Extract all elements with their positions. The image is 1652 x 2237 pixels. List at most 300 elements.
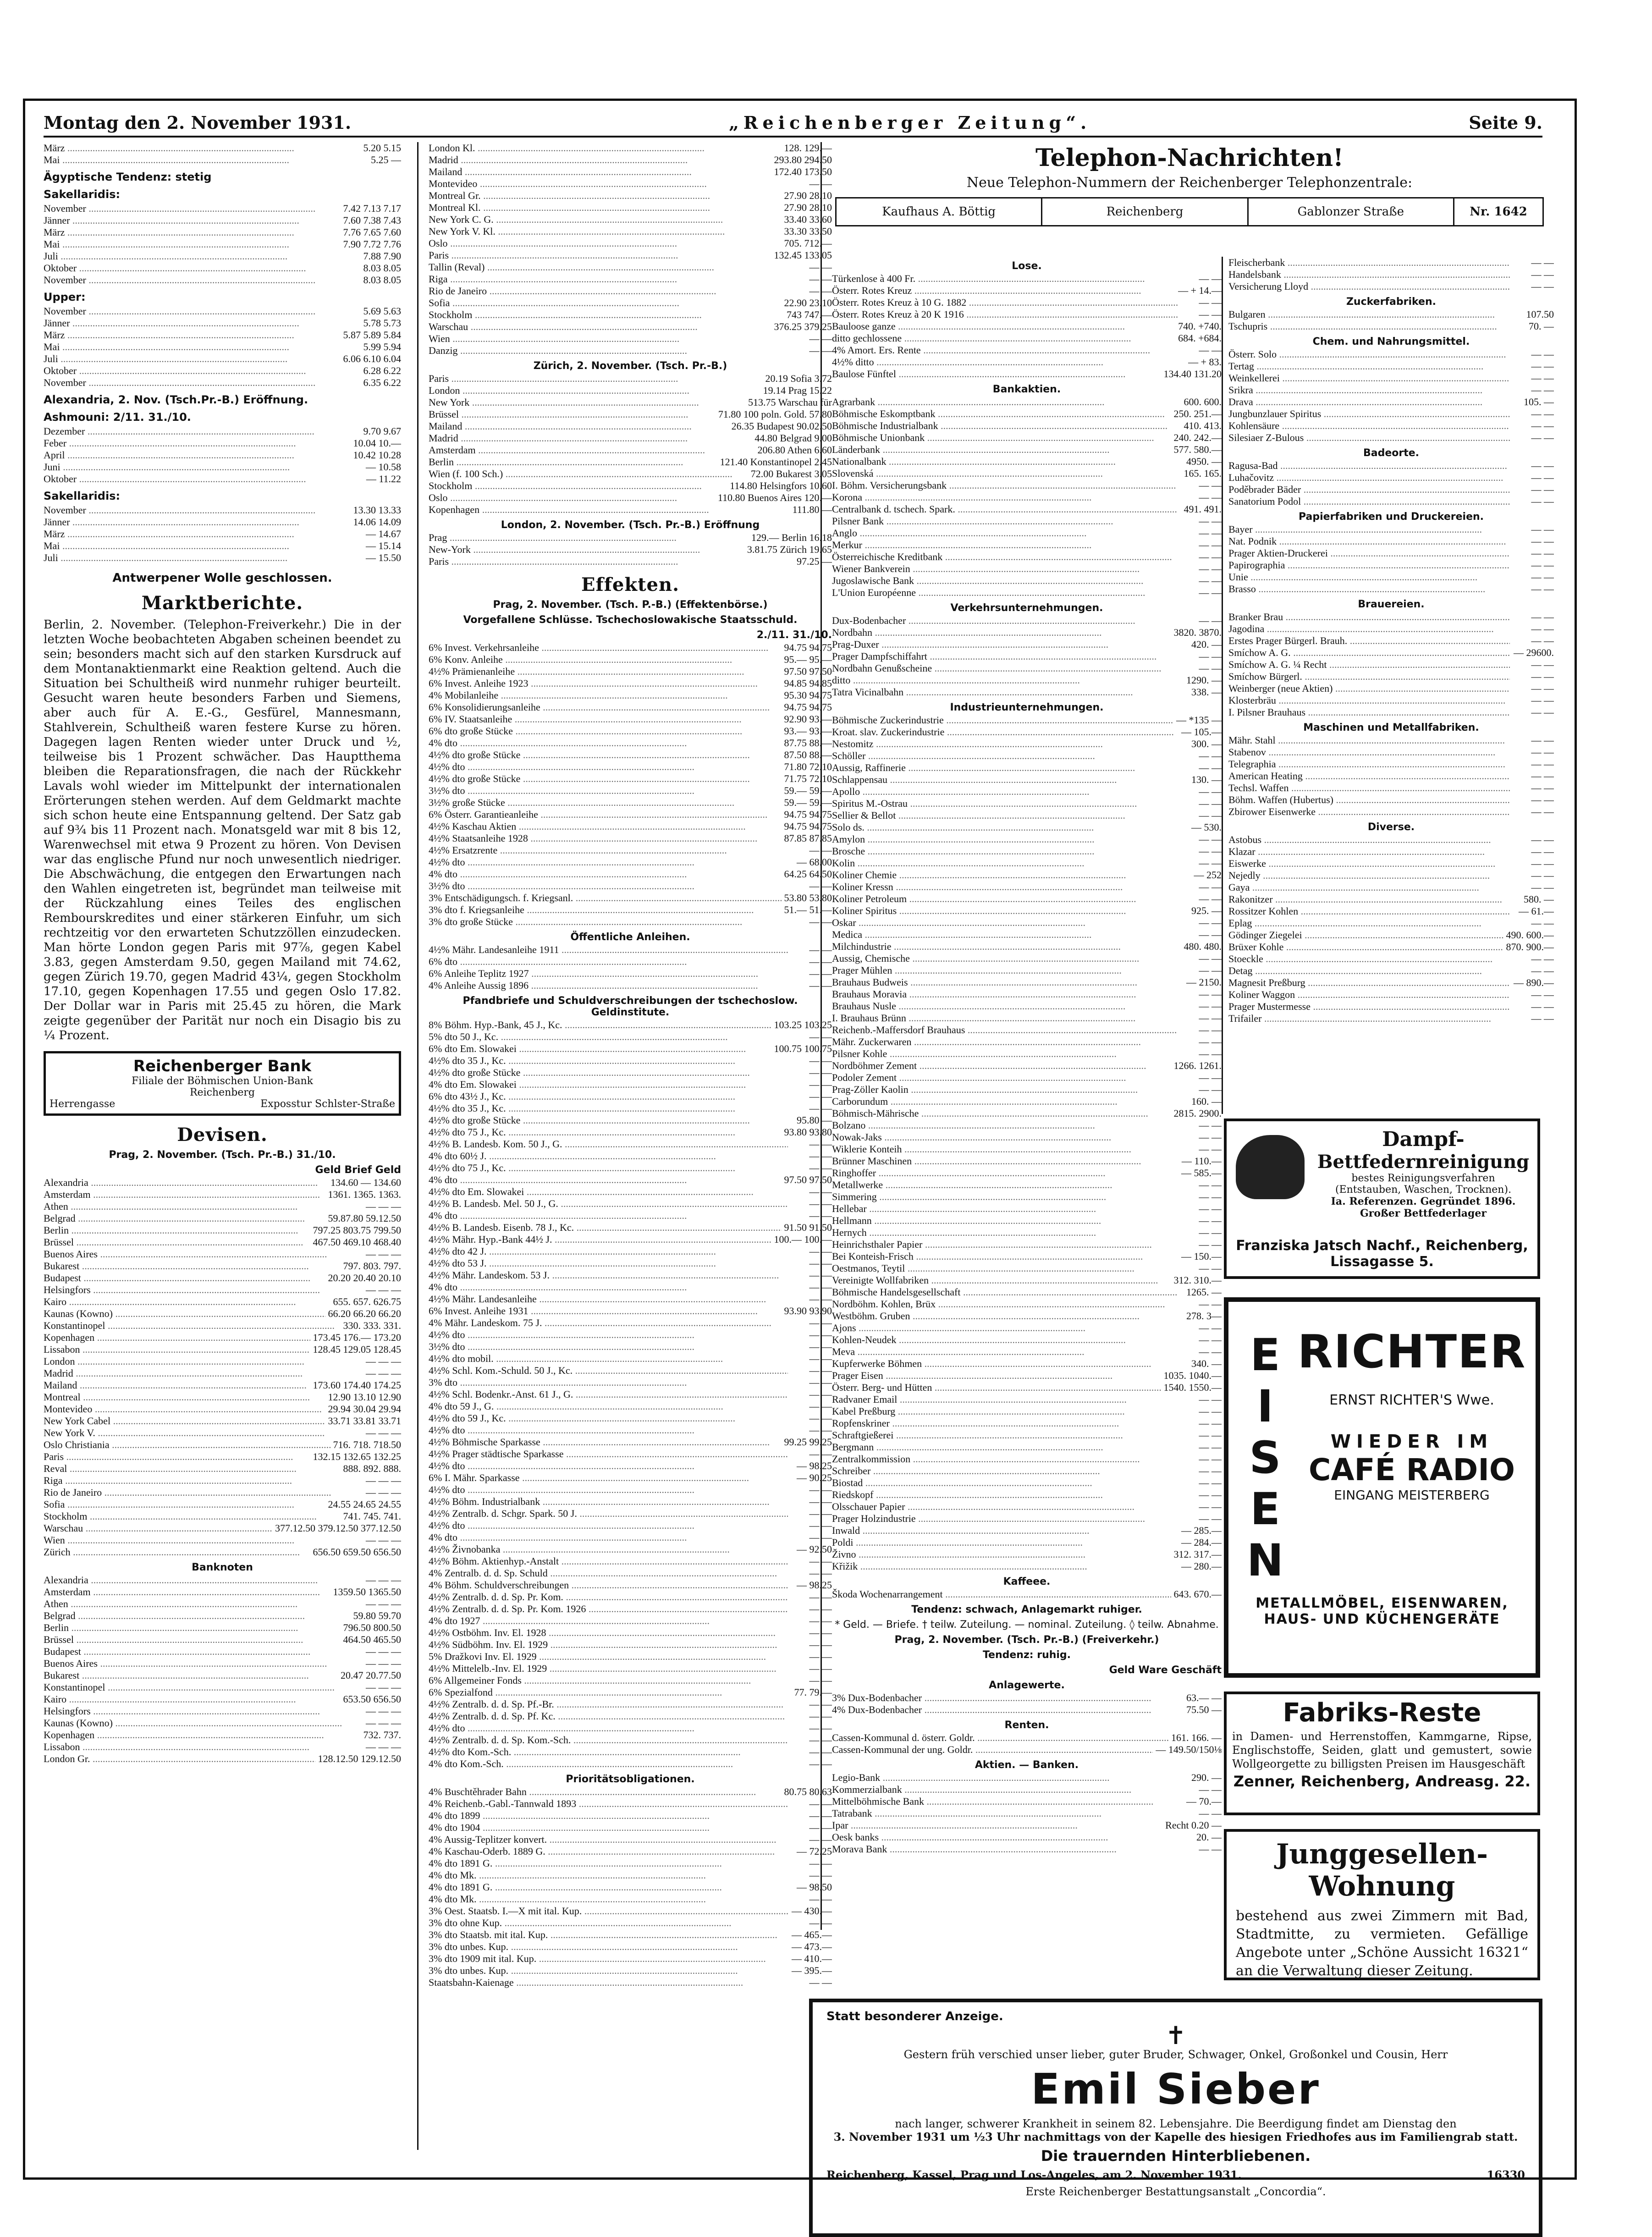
quote-name: Stabenov ..... [1228,746,1510,758]
quote-name: 4½% dto mobil. ..... [429,1353,788,1365]
quote-name: 4½% dto große Stücke ..... [429,773,782,785]
quote-row [832,929,1222,941]
bank-ad-sub1: Filiale der Böhmischen Union-Bank [132,1075,313,1087]
quote-row [1228,905,1554,917]
quote-row [429,1722,832,1734]
quote-row [832,1525,1222,1537]
tendenz: Tendenz: schwach, Anlagemarkt ruhiger. [911,1604,1142,1615]
section-head: Sakellaridis: [44,188,121,201]
quote-row [44,1658,401,1669]
quote-row [832,1692,1222,1704]
quote-name: Oslo Christiania ..... [44,1439,330,1451]
quote-values: — — [1531,623,1554,634]
quote-values: 7.76 7.65 7.60 [343,226,401,238]
quote-values: — — [1199,273,1222,284]
quote-values: — — [809,1532,832,1543]
quote-row [44,1201,401,1212]
quote-values: — — [1199,1036,1222,1047]
quote-values: 1290. — [1186,674,1222,686]
quote-row [44,449,401,461]
quote-name: Jänner ..... [44,317,357,329]
quote-row [429,1317,832,1329]
quote-values: — — — [366,1717,401,1729]
quote-row [1228,309,1554,320]
quote-row [429,1329,832,1341]
quote-name: Baulose Fünftel ..... [832,368,1161,380]
quote-list [832,273,1222,380]
quote-values: 77. 79.— [794,1686,832,1698]
quote-row [429,273,832,285]
quote-row [832,845,1222,857]
quote-row [44,1598,401,1610]
market-reports-title: Marktberichte. [141,592,303,614]
quote-values: — 98.25 [797,1579,832,1591]
quote-values: — — [1531,460,1554,471]
quote-values: — — [1531,384,1554,396]
quote-values: — 280.— [1181,1560,1222,1572]
quote-name: 6% IV. Staatsanleihe ..... [429,713,782,725]
quote-row [1228,694,1554,706]
quote-name: 3½% dto ..... [429,785,782,797]
quote-row [429,1822,832,1834]
telephone-table [835,197,1544,226]
quote-name: Meva ..... [832,1346,1178,1358]
prag-head: Prag, 2. November. (Tsch. Pr.-B.) (Freiverkehr.) [894,1634,1159,1646]
richter-foot2: HAUS- UND KÜCHENGERÄTE [1264,1611,1500,1627]
quote-name: Škoda Wochenarrangement ..... [832,1588,1171,1600]
quote-row [44,215,401,226]
quote-name: Danzig ..... [429,345,788,357]
quote-row [1228,806,1554,818]
quote-row [44,1379,401,1391]
column-cotton-market [44,142,401,2150]
quote-values: 600. 600. [1184,396,1222,408]
quote-row [429,373,832,385]
quote-name: 4½% dto ..... [429,1722,788,1734]
telephone-title: Telephon-Nachrichten! [1035,144,1344,172]
quote-name: 5% dto 50 J., Kc. ..... [429,1031,788,1043]
quote-name: 4½% Böhm. Aktienhyp.-Anstalt ..... [429,1555,788,1567]
quote-name: 3% dto 1909 mit ital. Kup. ..... [429,1953,788,1965]
quote-name: Helsingfors ..... [44,1284,357,1296]
quote-values: — 252 [1194,869,1222,881]
quote-values: 94.75 94.75 [784,821,832,832]
quote-name: Apollo ..... [832,786,1178,798]
quote-row [832,1548,1222,1560]
quote-name: Kroat. slav. Zuckerindustrie ..... [832,726,1178,738]
header-rule [44,136,1542,138]
quote-row [44,1403,401,1415]
quote-row [429,1436,832,1448]
quote-name: November ..... [44,203,341,215]
quote-row [832,674,1222,686]
quote-row [429,1905,832,1917]
quote-values: — — [809,1651,832,1662]
quote-name: Bukarest ..... [44,1669,338,1681]
banknoten-head: Banknoten [192,1562,253,1573]
quote-row [832,810,1222,821]
quote-row [832,1843,1222,1855]
quote-values: — — [1531,408,1554,419]
quote-list [429,642,832,928]
quote-row [832,444,1222,456]
quote-values: — — [809,1091,832,1102]
quote-name: Jungbunzlauer Spiritus ..... [1228,408,1510,420]
quote-row [832,1155,1222,1167]
quote-values: — 90.25 [797,1472,832,1483]
quote-list [429,944,832,992]
quote-values: 100.75 100.75 [774,1043,832,1054]
quote-row [429,309,832,321]
quote-values: — — [809,880,832,892]
quote-values: 1361. 1365. 1363. [328,1189,401,1200]
quote-name: 6% Österr. Garantieanleihe ..... [429,809,782,821]
quote-name: Anglo ..... [832,527,1178,539]
quote-row [44,516,401,528]
quote-row [429,345,832,357]
quote-name: Luhačovitz ..... [1228,472,1510,484]
quote-values: — — [1199,1131,1222,1143]
quote-row [832,1107,1222,1119]
quote-row [429,1615,832,1627]
quote-values: — — [1199,1477,1222,1488]
quote-values: 9.70 9.67 [363,425,401,437]
quote-values: — — [1531,1013,1554,1024]
quote-row [429,504,832,516]
quote-row [832,1807,1222,1819]
bad-head: Badeorte. [1363,447,1420,459]
quote-values: — — [809,1448,832,1460]
quote-name: Agrarbank ..... [832,396,1178,408]
quote-values: 105. — [1524,396,1554,408]
quote-name: Koliner Kressn ..... [832,881,1178,893]
quote-values: — 15.14 [366,540,401,551]
quote-list [429,1019,832,1770]
quote-row [429,1520,832,1532]
quote-values: — — [1199,988,1222,1000]
quote-row [1228,882,1554,893]
quote-row [429,468,832,480]
quote-values: 173.45 176.— 173.20 [313,1332,401,1343]
quote-row [429,1198,832,1210]
devisen-title: Devisen. [177,1124,268,1146]
quote-name: 6% dto große Stücke ..... [429,725,782,737]
quote-row [1228,348,1554,360]
ad-line: (Entstauben, Waschen, Trocknen). [1335,1184,1512,1196]
quote-values: — 890.— [1514,977,1554,988]
quote-name: Erstes Prager Bürgerl. Brauh. ..... [1228,635,1510,647]
quote-row [1228,635,1554,647]
quote-row [832,587,1222,599]
quote-name: Handelsbank ..... [1228,269,1510,281]
quote-name: Kaunas (Kowno) ..... [44,1308,325,1320]
quote-row [832,917,1222,929]
quote-name: Belgrad ..... [44,1212,325,1224]
quote-name: 4½% Staatsanleihe 1928 ..... [429,832,782,844]
quote-row [429,749,832,761]
quote-values: — — [809,1977,832,1988]
quote-row [44,1224,401,1236]
quote-name: Nestomitz ..... [832,738,1178,750]
quote-row [832,309,1222,320]
quote-values: 888. 892. 888. [343,1463,401,1474]
quote-row [832,905,1222,917]
quote-values: — 284.— [1181,1537,1222,1548]
quote-name: Juli ..... [44,353,341,365]
quote-name: Kohlen-Neudek ..... [832,1334,1178,1346]
quote-values: 5.20 5.15 [363,142,401,154]
quote-values: — — [1531,420,1554,431]
quote-name: 6% dto 43½ J., Kc. ..... [429,1091,788,1102]
quote-values: 75.50 — [1186,1704,1222,1715]
quote-name: 6% Allgemeiner Fonds ..... [429,1675,788,1686]
quote-row [832,527,1222,539]
quote-row [44,1475,401,1487]
quote-name: Jagodina ..... [1228,623,1510,635]
telephone-subtitle: Neue Telephon-Nummern der Reichenberger Telephonzentrale: [966,175,1413,191]
quote-values: — — [1531,683,1554,694]
quote-row [1228,384,1554,396]
quote-values: — — — [366,1534,401,1546]
quote-row [832,738,1222,750]
quote-values: — — [1531,535,1554,547]
quote-name: Biostad ..... [832,1477,1178,1489]
quote-values: — — [1199,1048,1222,1059]
quote-values: — — [1199,1441,1222,1453]
quote-name: Bayer ..... [1228,523,1510,535]
quote-name: 4½% Mähr. Landesanleihe 1911 ..... [429,944,788,956]
quote-values: 577. 580.— [1173,444,1222,455]
quote-name: Mailand ..... [44,1379,310,1391]
quote-values: 7.42 7.13 7.17 [343,203,401,214]
quote-values: — — [1199,1334,1222,1345]
quote-values: — — [809,1102,832,1114]
quote-row [832,1179,1222,1191]
notice-l6: Erste Reichenberger Bestattungsanstalt „Concordia“. [1025,2185,1326,2198]
quote-name: 4% dto 1891 G. ..... [429,1857,788,1869]
quote-row [429,1846,832,1857]
quote-values: — — [809,1079,832,1090]
quote-name: Živno ..... [832,1548,1171,1560]
quote-row [832,1334,1222,1346]
quote-row [429,797,832,809]
quote-row [429,856,832,868]
quote-values: — — [809,178,832,189]
effekten-cols: 2./11. 31./10. [756,629,832,641]
quote-name: Cassen-Kommunal der ung. Goldr. ..... [832,1744,1153,1756]
quote-row [44,1510,401,1522]
quote-row [429,1210,832,1222]
quote-list [832,1772,1222,1855]
quote-values: — — [1531,917,1554,929]
quote-name: Dezember ..... [44,425,357,437]
quote-name: Bergmann ..... [832,1441,1178,1453]
quote-name: Mailand ..... [429,166,771,178]
quote-row [1228,706,1554,718]
quote-name: 4½% Živnobanka ..... [429,1543,788,1555]
quote-row [832,1262,1222,1274]
tel-cell: Reichenberg [1042,198,1248,225]
quote-row [44,1622,401,1634]
quote-name: Milchindustrie ..... [832,941,1178,953]
quote-values: 338. — [1191,686,1222,698]
quote-list [44,142,401,166]
quote-name: Kaunas (Kowno) ..... [44,1717,357,1729]
quote-values: 20.19 Sofia 3.72 [765,373,832,384]
quote-row [429,666,832,678]
quote-values: — — [809,1698,832,1710]
quote-values: 114.80 Helsingfors 10.60 [730,480,832,491]
indu-head: Industrieunternehmungen. [950,702,1104,713]
column-securities-2 [1222,257,1554,1114]
quote-values: — — [809,1329,832,1340]
quote-values: 87.50 88.— [784,749,832,760]
quote-row [429,1305,832,1317]
quote-row [429,1591,832,1603]
quote-name: New-York ..... [429,544,744,556]
quote-values: 160. — [1191,1096,1222,1107]
quote-name: Oktober ..... [44,365,357,377]
quote-values: — — [1199,762,1222,773]
quote-name: 4½% Zentralb. d. d. Sp. Pr. Kom. ..... [429,1591,788,1603]
quote-row [832,1203,1222,1215]
quote-name: Böhm. Waffen (Hubertus) ..... [1228,794,1510,806]
quote-values: — — [1531,671,1554,682]
quote-list [429,373,832,516]
quote-name: Pilsner Kohle ..... [832,1048,1178,1060]
quote-values: — — [1199,1239,1222,1250]
quote-row [429,1079,832,1091]
quote-row [832,1310,1222,1322]
quote-values: 5.87 5.89 5.84 [343,329,401,341]
quote-name: 4% Dux-Bodenbacher ..... [832,1704,1178,1716]
quote-row [44,353,401,365]
quote-values: — — [1199,1203,1222,1214]
quote-values: — — [809,1627,832,1638]
quote-values: — — [1199,798,1222,809]
quote-values: 653.50 656.50 [343,1693,401,1705]
quote-name: 4½% dto ..... [429,761,782,773]
quote-row [832,1429,1222,1441]
quote-values: 376.25 379.25 [774,321,832,332]
quote-name: Prag-Duxer ..... [832,639,1178,650]
quote-name: November ..... [44,305,357,317]
quote-name: Eiswerke ..... [1228,858,1510,870]
quote-values: 10.04 10.— [353,437,401,449]
quote-row [832,1215,1222,1227]
quote-name: Eplag ..... [1228,917,1510,929]
section-head: Upper: [44,291,86,303]
quote-row [44,1753,401,1765]
quote-values: 33.71 33.81 33.71 [328,1415,401,1427]
apartment-text: bestehend aus zwei Zimmern mit Bad, Stadtmitte, zu vermieten. Gefällige Angebote unter „Schöne Aussicht 16321“ an die Verwaltung dieser Zeitung. [1236,1908,1528,1979]
quote-list [44,504,401,564]
quote-name: Oktober ..... [44,262,357,274]
quote-values: 128. 129.— [784,142,832,154]
quote-values: 6.28 6.22 [363,365,401,376]
quote-name: Smíchow A. G. ..... [1228,647,1510,659]
quote-name: 4½% dto 53 J. ..... [429,1257,788,1269]
quote-values: 491. 491. [1184,503,1222,515]
quote-row [44,1212,401,1224]
quote-name: Telegraphia ..... [1228,758,1510,770]
quote-values: 59.80 59.70 [353,1610,401,1621]
quote-row [1228,917,1554,929]
quote-name: I. Böhm. Versicherungsbank ..... [832,479,1178,491]
quote-values: — 98.25 [797,1460,832,1471]
quote-row [429,1150,832,1162]
quote-row [429,1126,832,1138]
quote-name: Prag-Zöller Kaolin ..... [832,1084,1178,1096]
quote-row [429,1834,832,1846]
quote-values: 103.25 103.25 [774,1019,832,1030]
quote-values: 94.75 94.75 [784,701,832,713]
quote-values: — 68.00 [797,856,832,868]
quote-name: 3% dto unbes. Kup. ..... [429,1965,788,1977]
quote-row [1228,834,1554,846]
quote-values: — — [809,1857,832,1869]
richter-l3: EINGANG MEISTERBERG [1334,1488,1490,1503]
quote-values: — *135 — [1176,714,1222,726]
quote-values: 467.50 469.10 468.40 [313,1236,401,1248]
akt-head: Aktien. — Banken. [975,1759,1079,1771]
quote-name: L'Union Européenne ..... [832,587,1178,599]
quote-name: Kolin ..... [832,857,1178,869]
quote-row [429,701,832,713]
quote-values: — — [1199,479,1222,491]
quote-values: — — [809,1496,832,1507]
quote-values: — — [809,1869,832,1881]
quote-name: 3½% große Stücke ..... [429,797,782,809]
quote-row [832,1084,1222,1096]
quote-row [429,654,832,666]
quote-name: Brüssel ..... [44,1236,310,1248]
quote-row [44,1717,401,1729]
quote-row [832,976,1222,988]
quote-row [429,444,832,456]
quote-name: Carborundum ..... [832,1096,1178,1107]
quote-values: — — [809,1317,832,1328]
quote-name: Schreiber ..... [832,1465,1178,1477]
quote-name: Buenos Aires ..... [44,1248,357,1260]
quote-row [832,1346,1222,1358]
quote-name: Legio-Bank ..... [832,1772,1178,1784]
quote-row [429,333,832,345]
quote-name: Berlin ..... [44,1224,310,1236]
quote-name: 4% Anleihe Aussig 1896 ..... [429,980,788,992]
quote-values: — — [1531,806,1554,817]
deceased-name: Emil Sieber [1031,2065,1321,2114]
quote-values: 20.47 20.77.50 [341,1669,401,1681]
quote-row [429,1917,832,1929]
quote-row [429,249,832,261]
quote-row [429,1698,832,1710]
quote-row [832,798,1222,810]
quote-values: — 410.— [792,1953,832,1964]
quote-row [429,1508,832,1520]
quote-row [1228,893,1554,905]
quote-row [44,1439,401,1451]
quote-name: Österr. Solo ..... [1228,348,1510,360]
quote-values: — — [809,1893,832,1905]
offentl-head: Öffentliche Anleihen. [570,931,690,943]
obituary-notice [809,1999,1542,2237]
quote-row [1228,623,1554,635]
quote-values: — — — [366,1248,401,1260]
quote-row [429,968,832,980]
quote-name: März ..... [44,528,357,540]
quote-name: London ..... [44,1355,357,1367]
